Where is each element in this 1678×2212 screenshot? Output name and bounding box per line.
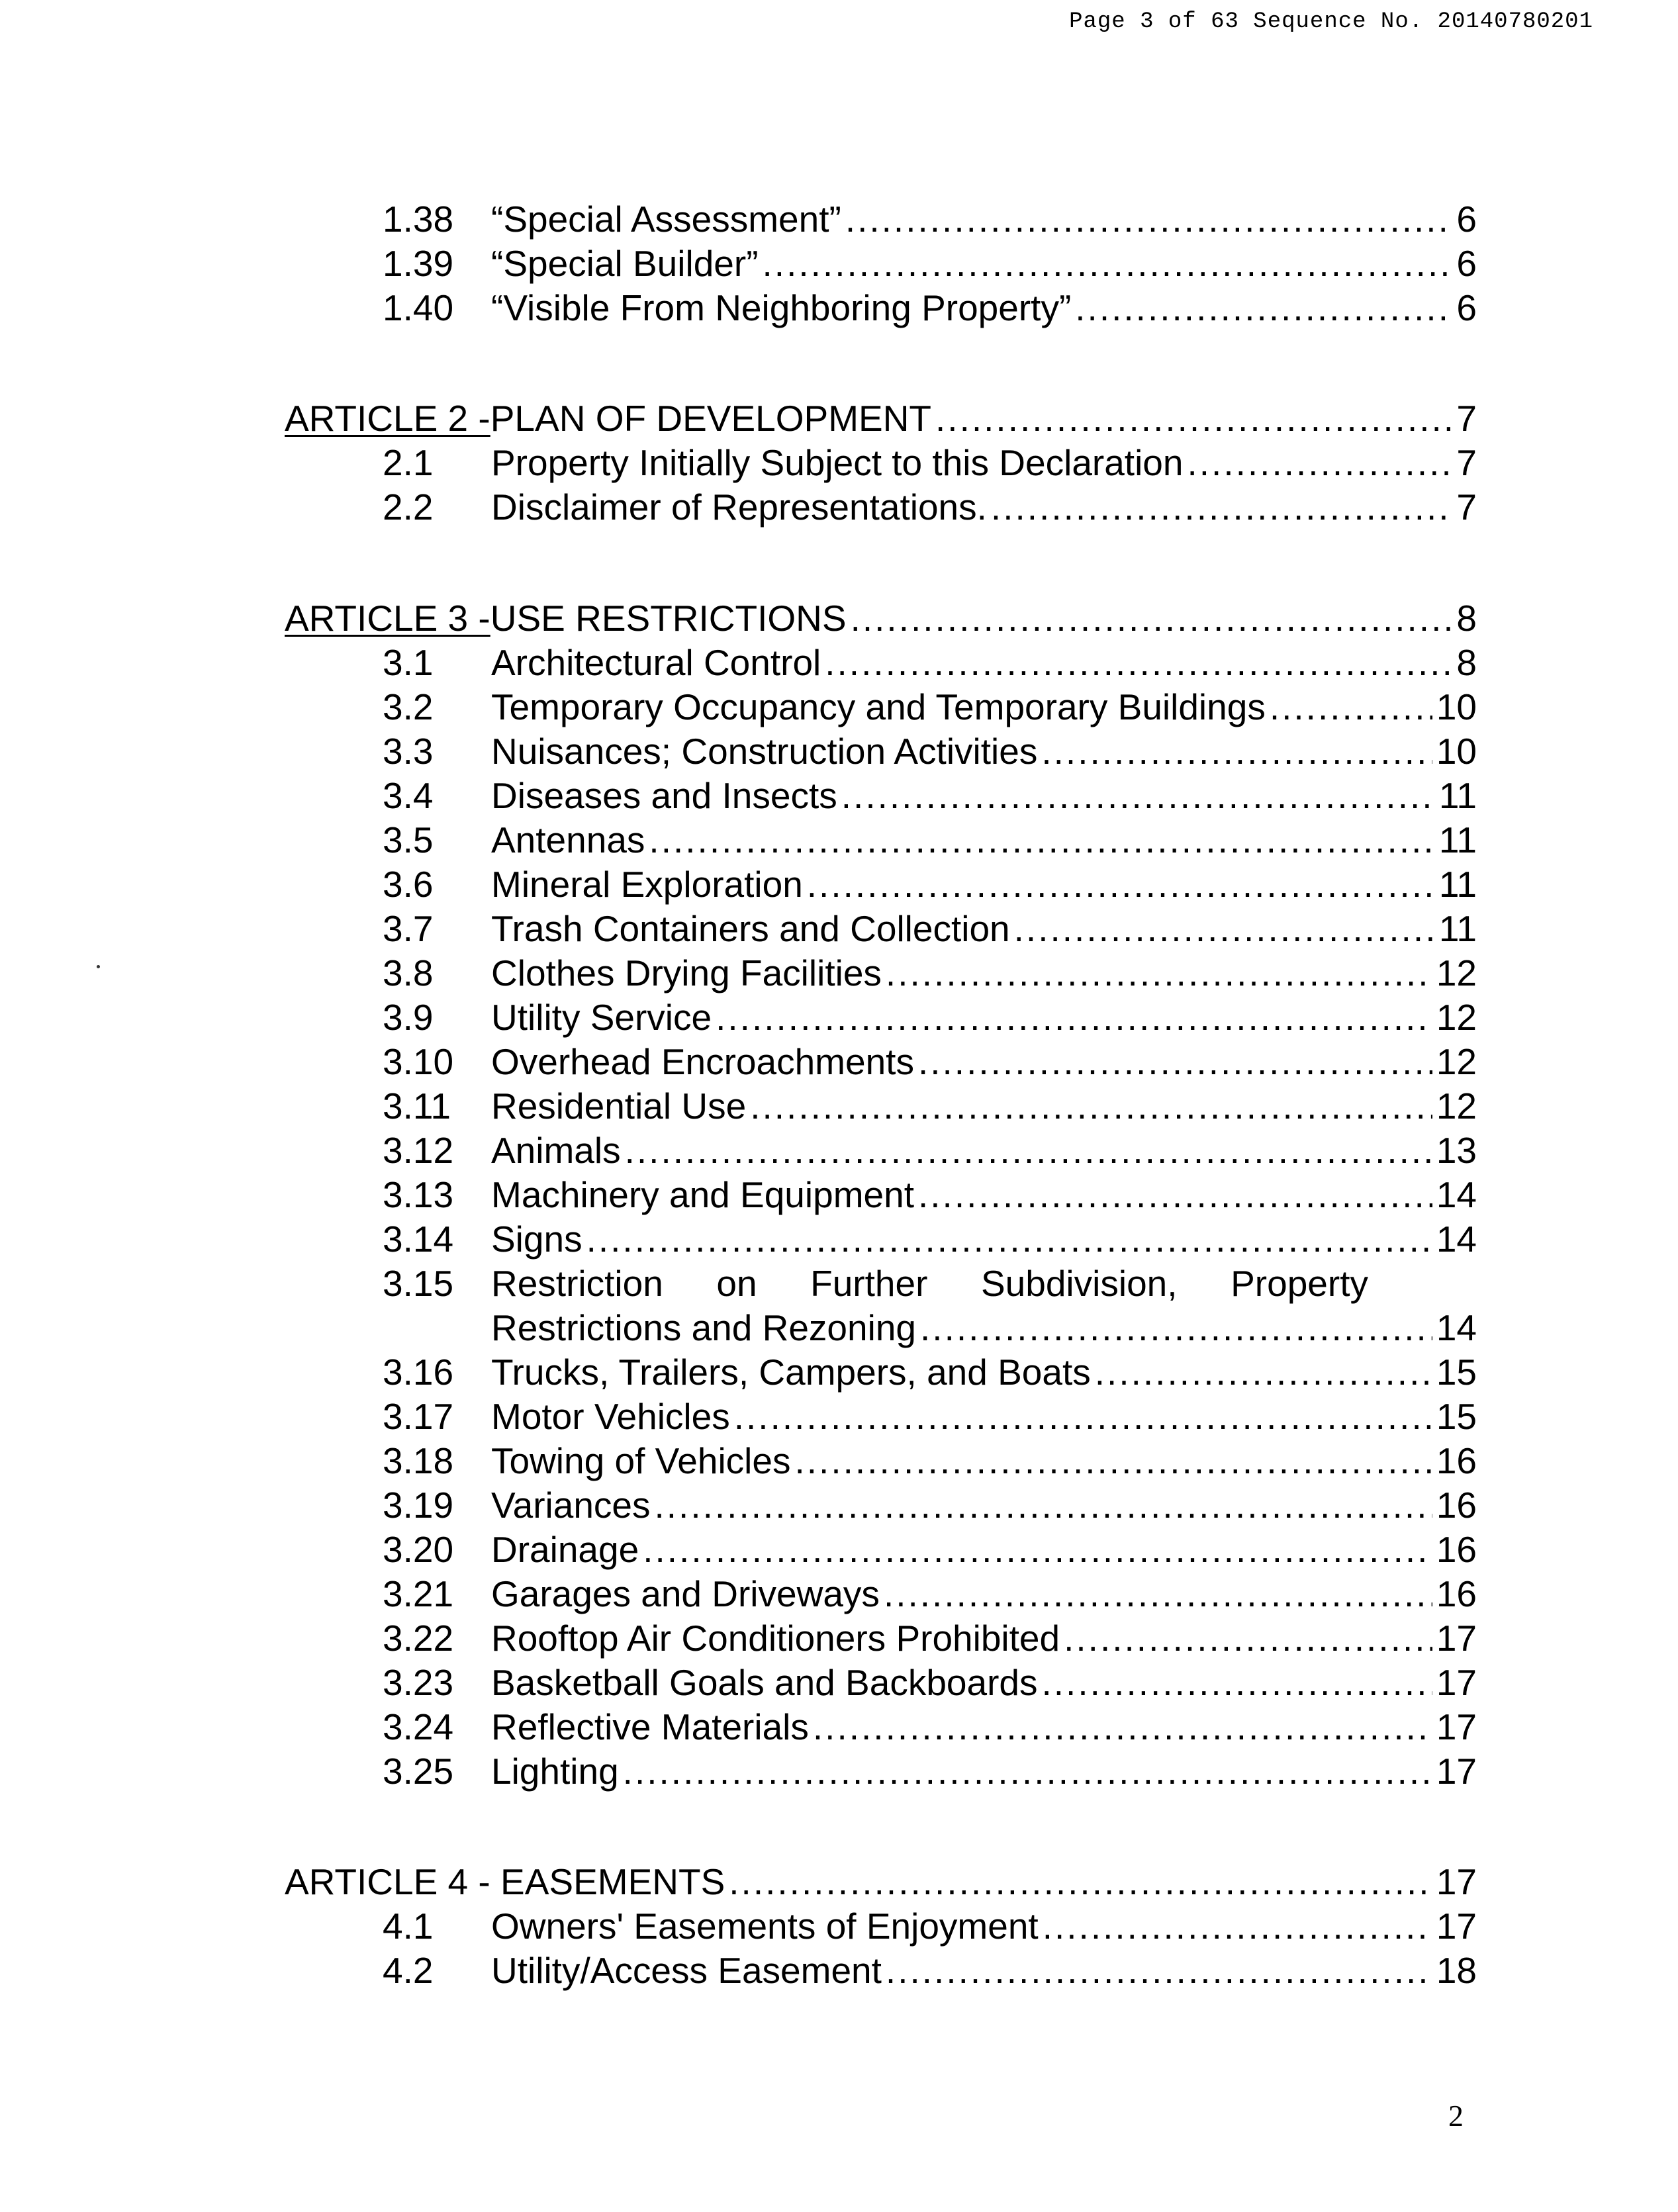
- toc-entry: [0, 1748, 1678, 1794]
- toc-entry-page: 7: [1456, 486, 1477, 528]
- toc-entry-number: 3.17: [383, 1396, 454, 1437]
- article-page: 7: [1456, 398, 1477, 439]
- dot-leader: [851, 595, 1453, 641]
- dot-leader: [795, 1438, 1432, 1484]
- article-prefix: ARTICLE 4 -: [285, 1861, 490, 1902]
- toc-entry-number: 3.6: [383, 864, 434, 905]
- toc-entry-title: Architectural Control: [491, 642, 821, 683]
- toc-entry-page: 14: [1436, 1174, 1477, 1215]
- dot-leader: [825, 639, 1452, 686]
- toc-entry-title: “Special Assessment”: [491, 199, 841, 240]
- dot-leader: [734, 1393, 1432, 1440]
- toc-entry: [0, 639, 1678, 686]
- article-page: 17: [1436, 1861, 1477, 1902]
- dot-leader: [1043, 1903, 1432, 1949]
- toc-entry-number: 3.8: [383, 952, 434, 993]
- toc-entry-number: 1.40: [383, 287, 454, 328]
- toc-entry-title: Diseases and Insects: [491, 775, 837, 816]
- toc-entry-page: 6: [1456, 243, 1477, 284]
- article-heading: [0, 395, 1678, 441]
- toc-entry-number: 3.14: [383, 1219, 454, 1260]
- toc-entry: [0, 1083, 1678, 1129]
- toc-entry-number: 3.4: [383, 775, 434, 816]
- dot-leader: [729, 1859, 1432, 1905]
- toc-entry-title: Property Initially Subject to this Declaration: [491, 442, 1184, 483]
- toc-entry-title: “Special Builder”: [491, 243, 759, 284]
- dot-leader: [655, 1482, 1432, 1528]
- dot-leader: [807, 861, 1435, 907]
- toc-entry-number: 3.20: [383, 1529, 454, 1570]
- toc-entry-title: Residential Use: [491, 1085, 747, 1127]
- toc-entry-number: 3.16: [383, 1352, 454, 1393]
- toc-entry-number: 3.23: [383, 1662, 454, 1703]
- toc-entry: [0, 905, 1678, 952]
- footer-page-number: 2: [1448, 2099, 1464, 2133]
- dot-leader: [1064, 1615, 1432, 1661]
- dot-leader: [841, 772, 1435, 819]
- title-word: Property: [1231, 1263, 1368, 1304]
- toc-entry-title: Disclaimer of Representations.: [491, 486, 987, 528]
- toc-entry-title: Clothes Drying Facilities: [491, 952, 882, 993]
- toc-entry-number: 1.38: [383, 199, 454, 240]
- dot-leader: [991, 484, 1452, 530]
- toc-entry-title: Garages and Driveways: [491, 1573, 880, 1614]
- toc-entry-page: 11: [1438, 775, 1477, 816]
- toc-entry-page: 11: [1438, 819, 1477, 860]
- toc-entry-number: 3.22: [383, 1618, 454, 1659]
- toc-entry: [0, 994, 1678, 1040]
- toc-entry: [0, 1038, 1678, 1085]
- toc-entry-page: 11: [1438, 908, 1477, 949]
- toc-entry-page: 16: [1436, 1573, 1477, 1614]
- toc-entry-title: Trash Containers and Collection: [491, 908, 1010, 949]
- dot-leader: [813, 1704, 1432, 1750]
- toc-entry-page: 7: [1456, 442, 1477, 483]
- toc-entry-page: 13: [1436, 1130, 1477, 1171]
- toc-entry: [0, 728, 1678, 774]
- page-sequence-header: Page 3 of 63 Sequence No. 20140780201: [1069, 9, 1593, 34]
- toc-entry: [0, 950, 1678, 996]
- dot-leader: [1187, 439, 1452, 486]
- dot-leader: [1041, 1659, 1432, 1706]
- toc-entry-title: Motor Vehicles: [491, 1396, 730, 1437]
- toc-entry: [0, 1172, 1678, 1218]
- dot-leader: [1075, 285, 1452, 331]
- dot-leader: [886, 1947, 1432, 1994]
- toc-entry-number: 3.7: [383, 908, 434, 949]
- dot-leader: [643, 1526, 1432, 1573]
- dot-leader: [1095, 1349, 1432, 1395]
- toc-entry: [0, 285, 1678, 331]
- toc-entry-title: Animals: [491, 1130, 621, 1171]
- toc-entry-number: 3.13: [383, 1174, 454, 1215]
- toc-entry-continuation: [0, 1305, 1678, 1351]
- toc-entry-number: 3.25: [383, 1751, 454, 1792]
- toc-entry: [0, 772, 1678, 819]
- toc-entry-number: 3.11: [383, 1085, 451, 1127]
- toc-entry-number: 3.3: [383, 731, 434, 772]
- article-prefix: ARTICLE 2 -: [285, 398, 490, 439]
- article-heading: [0, 1859, 1678, 1905]
- toc-entry-number: 4.1: [383, 1906, 434, 1947]
- toc-entry: [0, 1216, 1678, 1262]
- toc-entry-title: Variances: [491, 1485, 651, 1526]
- article-page: 8: [1456, 598, 1477, 639]
- toc-entry-number: 3.9: [383, 997, 434, 1038]
- toc-entry-page: 16: [1436, 1485, 1477, 1526]
- toc-entry-title-line1: [491, 1260, 1368, 1307]
- toc-entry-page: 17: [1436, 1662, 1477, 1703]
- toc-entry-number: 1.39: [383, 243, 454, 284]
- dot-leader: [935, 395, 1452, 441]
- toc-entry-page: 17: [1436, 1906, 1477, 1947]
- toc-entry-page: 12: [1436, 1041, 1477, 1082]
- toc-entry-number: 2.2: [383, 486, 434, 528]
- toc-entry-page: 12: [1436, 952, 1477, 993]
- toc-entry-page: 16: [1436, 1440, 1477, 1481]
- toc-entry-number: 2.1: [383, 442, 434, 483]
- toc-entry-title: Lighting: [491, 1751, 619, 1792]
- article-title: EASEMENTS: [500, 1861, 725, 1902]
- toc-entry-page: 14: [1436, 1219, 1477, 1260]
- toc-entry: [0, 1704, 1678, 1750]
- scan-speck: [97, 965, 100, 968]
- toc-entry-page: 6: [1456, 199, 1477, 240]
- dot-leader: [763, 240, 1453, 287]
- toc-entry-page: 17: [1436, 1618, 1477, 1659]
- toc-entry-title: Drainage: [491, 1529, 639, 1570]
- toc-entry-page: 12: [1436, 1085, 1477, 1127]
- toc-entry-number: 3.1: [383, 642, 434, 683]
- title-word: Subdivision,: [980, 1263, 1178, 1304]
- toc-entry-title: Signs: [491, 1219, 583, 1260]
- dot-leader: [1270, 684, 1432, 730]
- toc-entry-title: Utility/Access Easement: [491, 1950, 882, 1991]
- dot-leader: [649, 817, 1434, 863]
- toc-entry-number: 3.12: [383, 1130, 454, 1171]
- toc-entry-page: 15: [1436, 1396, 1477, 1437]
- toc-entry-title: Basketball Goals and Backboards: [491, 1662, 1038, 1703]
- toc-entry-page: 18: [1436, 1950, 1477, 1991]
- toc-entry-title: Towing of Vehicles: [491, 1440, 791, 1481]
- toc-entry-page: 10: [1436, 731, 1477, 772]
- dot-leader: [920, 1305, 1432, 1351]
- toc-entry-title: Nuisances; Construction Activities: [491, 731, 1038, 772]
- toc-entry-number: 3.2: [383, 686, 434, 727]
- toc-entry: [0, 1127, 1678, 1174]
- toc-entry-number: 3.18: [383, 1440, 454, 1481]
- toc-entry: [0, 439, 1678, 486]
- dot-leader: [1014, 905, 1435, 952]
- article-heading: [0, 595, 1678, 641]
- dot-leader: [716, 994, 1432, 1040]
- toc-entry-title: Reflective Materials: [491, 1706, 809, 1747]
- title-word: Restriction: [491, 1263, 663, 1304]
- toc-entry: [0, 240, 1678, 287]
- dot-leader: [918, 1172, 1432, 1218]
- toc-entry-title: Rooftop Air Conditioners Prohibited: [491, 1618, 1060, 1659]
- toc-entry-title: Machinery and Equipment: [491, 1174, 914, 1215]
- dot-leader: [886, 950, 1432, 996]
- toc-entry-title: Overhead Encroachments: [491, 1041, 914, 1082]
- article-title: PLAN OF DEVELOPMENT: [490, 398, 932, 439]
- toc-entry-page: 17: [1436, 1706, 1477, 1747]
- toc-entry-title: Utility Service: [491, 997, 712, 1038]
- toc-entry: [0, 484, 1678, 530]
- toc-entry: [0, 1349, 1678, 1395]
- toc-entry-page: 12: [1436, 997, 1477, 1038]
- toc-entry: [0, 817, 1678, 863]
- dot-leader: [750, 1083, 1432, 1129]
- toc-entry: [0, 1482, 1678, 1528]
- toc-entry: [0, 1571, 1678, 1617]
- toc-entry: [0, 1615, 1678, 1661]
- toc-entry-title: Temporary Occupancy and Temporary Buildings: [491, 686, 1266, 727]
- title-word: on: [716, 1263, 757, 1304]
- toc-entry-title: Owners' Easements of Enjoyment: [491, 1906, 1039, 1947]
- toc-entry: [0, 1947, 1678, 1994]
- toc-entry-number: 3.15: [383, 1263, 454, 1304]
- toc-entry-title-line2: Restrictions and Rezoning: [491, 1307, 917, 1348]
- toc-entry-number: 3.5: [383, 819, 434, 860]
- dot-leader: [625, 1127, 1432, 1174]
- toc-entry: [0, 196, 1678, 242]
- toc-entry: [0, 684, 1678, 730]
- title-word: Further: [810, 1263, 928, 1304]
- toc-entry-title: Mineral Exploration: [491, 864, 803, 905]
- toc-entry: [0, 1526, 1678, 1573]
- toc-entry-title: “Visible From Neighboring Property”: [491, 287, 1072, 328]
- dot-leader: [918, 1038, 1432, 1085]
- toc-entry: [0, 1903, 1678, 1949]
- article-prefix: ARTICLE 3 -: [285, 598, 490, 639]
- toc-entry: [0, 1393, 1678, 1440]
- dot-leader: [586, 1216, 1432, 1262]
- toc-entry-number: 3.10: [383, 1041, 454, 1082]
- toc-entry-number: 3.24: [383, 1706, 454, 1747]
- toc-entry-title: Antennas: [491, 819, 645, 860]
- dot-leader: [845, 196, 1453, 242]
- toc-entry-page: 6: [1456, 287, 1477, 328]
- toc-entry-page: 14: [1436, 1307, 1477, 1348]
- toc-entry-number: 3.21: [383, 1573, 454, 1614]
- dot-leader: [884, 1571, 1432, 1617]
- toc-entry-page: 17: [1436, 1751, 1477, 1792]
- toc-entry-multiline: [0, 1260, 1678, 1307]
- toc-entry-page: 8: [1456, 642, 1477, 683]
- toc-entry: [0, 1438, 1678, 1484]
- toc-entry-number: 3.19: [383, 1485, 454, 1526]
- toc-entry: [0, 861, 1678, 907]
- toc-entry-title: Trucks, Trailers, Campers, and Boats: [491, 1352, 1091, 1393]
- toc-entry-page: 10: [1436, 686, 1477, 727]
- toc-entry-page: 11: [1438, 864, 1477, 905]
- toc-entry: [0, 1659, 1678, 1706]
- toc-entry-page: 15: [1436, 1352, 1477, 1393]
- dot-leader: [623, 1748, 1432, 1794]
- dot-leader: [1041, 728, 1432, 774]
- article-title: USE RESTRICTIONS: [490, 598, 847, 639]
- toc-entry-page: 16: [1436, 1529, 1477, 1570]
- toc-entry-number: 4.2: [383, 1950, 434, 1991]
